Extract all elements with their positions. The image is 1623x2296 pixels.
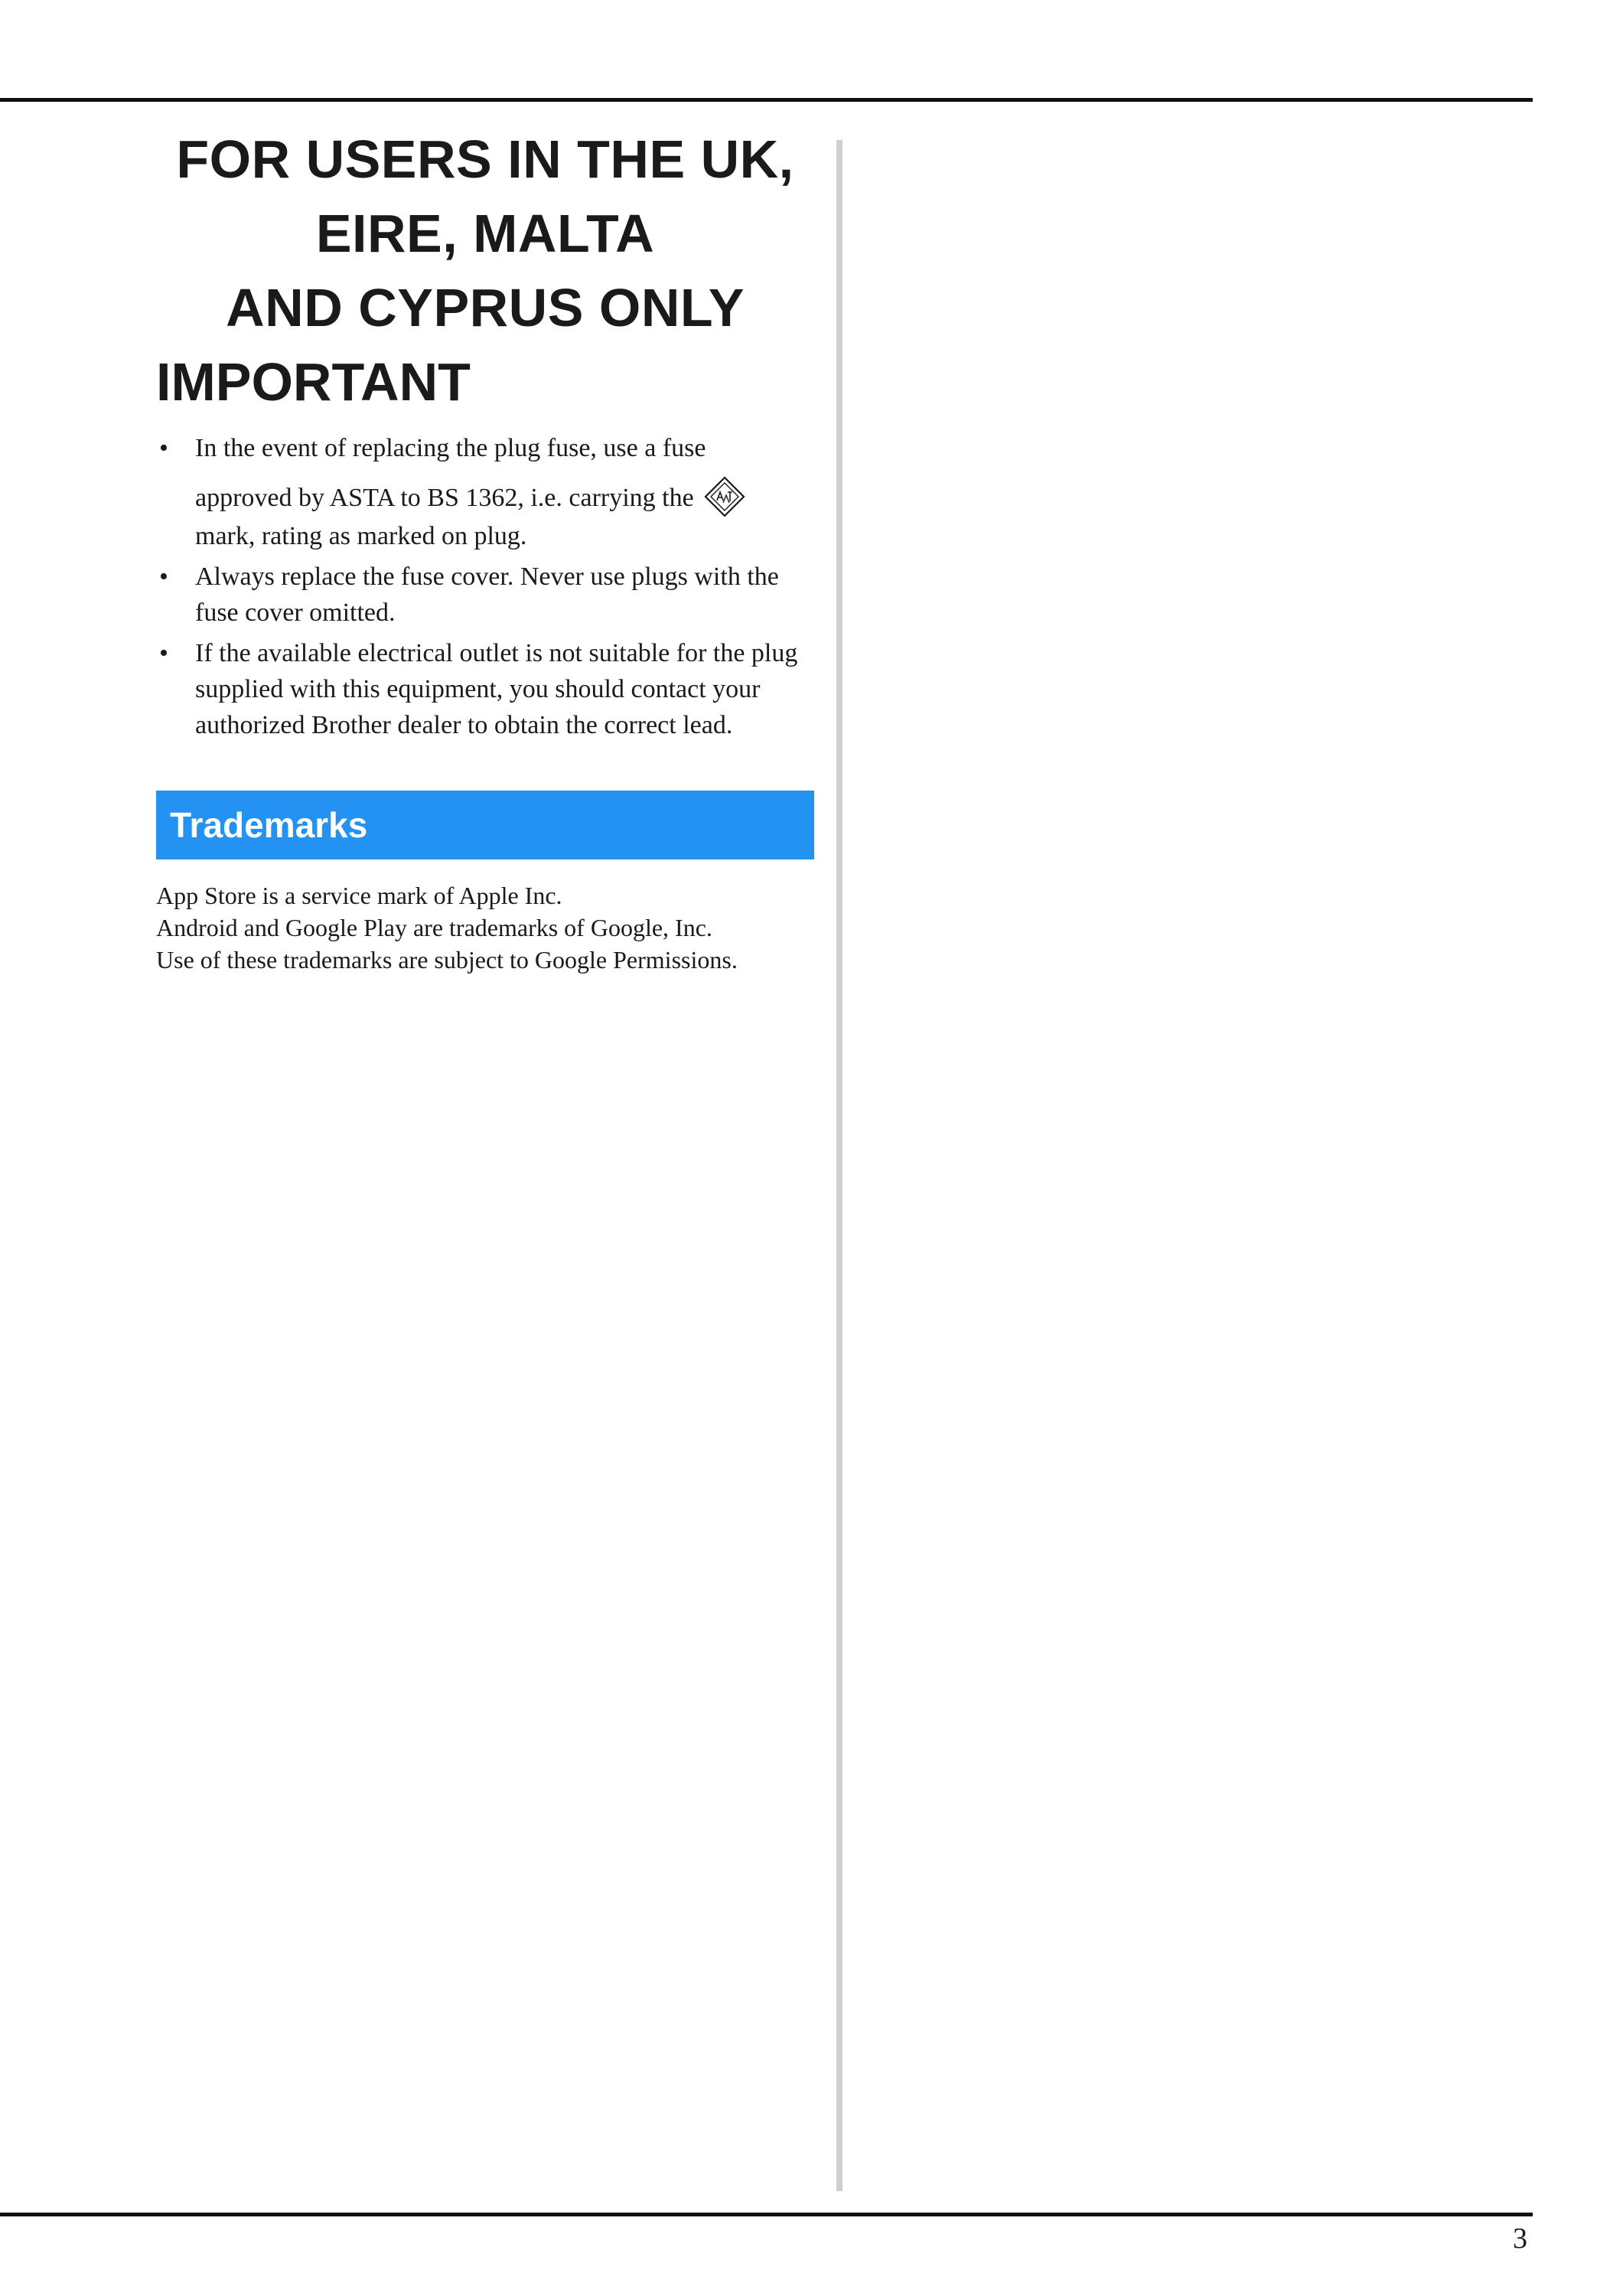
trademarks-section-bar [156, 791, 814, 859]
trademark-line-2: Android and Google Play are trademarks of Google, Inc. [156, 914, 712, 942]
bullet-glyph: • [159, 563, 168, 592]
left-column [156, 122, 814, 976]
bottom-rule [0, 2213, 1533, 2216]
bullet-1-line-2 [195, 480, 814, 518]
list-item [156, 559, 814, 631]
list-item [156, 635, 814, 743]
trademarks-text [156, 879, 814, 976]
trademarks-heading: Trademarks [170, 805, 368, 846]
uk-title-line-3: AND CYPRUS ONLY [226, 278, 745, 338]
uk-title-line-1: FOR USERS IN THE UK, [176, 129, 794, 189]
bullet-3-text: If the available electrical outlet is not suitable for the plug supplied with this equipment, you should contact your authorized Brother dealer to obtain the correct lead. [195, 639, 798, 740]
important-bullet-list [156, 430, 814, 743]
uk-section-title [156, 122, 814, 345]
top-rule [0, 98, 1533, 102]
bullet-1-line-2-text: approved by ASTA to BS 1362, i.e. carrying the [195, 484, 694, 512]
column-divider [836, 140, 842, 2191]
trademark-line-1: App Store is a service mark of Apple Inc. [156, 882, 562, 910]
bullet-glyph: • [159, 434, 168, 462]
bullet-1-line-3: mark, rating as marked on plug. [195, 522, 527, 551]
important-heading: IMPORTANT [156, 352, 471, 412]
trademark-line-3: Use of these trademarks are subject to Google Permissions. [156, 946, 738, 974]
uk-title-line-2: EIRE, MALTA [315, 204, 655, 263]
bullet-2-text: Always replace the fuse cover. Never use plugs with the fuse cover omitted. [195, 563, 779, 628]
bullet-glyph: • [159, 639, 168, 668]
page-number: 3 [1513, 2223, 1527, 2255]
asta-mark-icon [703, 475, 746, 518]
bullet-1-line-1: In the event of replacing the plug fuse, use a fuse [195, 434, 706, 462]
list-item [156, 430, 814, 554]
